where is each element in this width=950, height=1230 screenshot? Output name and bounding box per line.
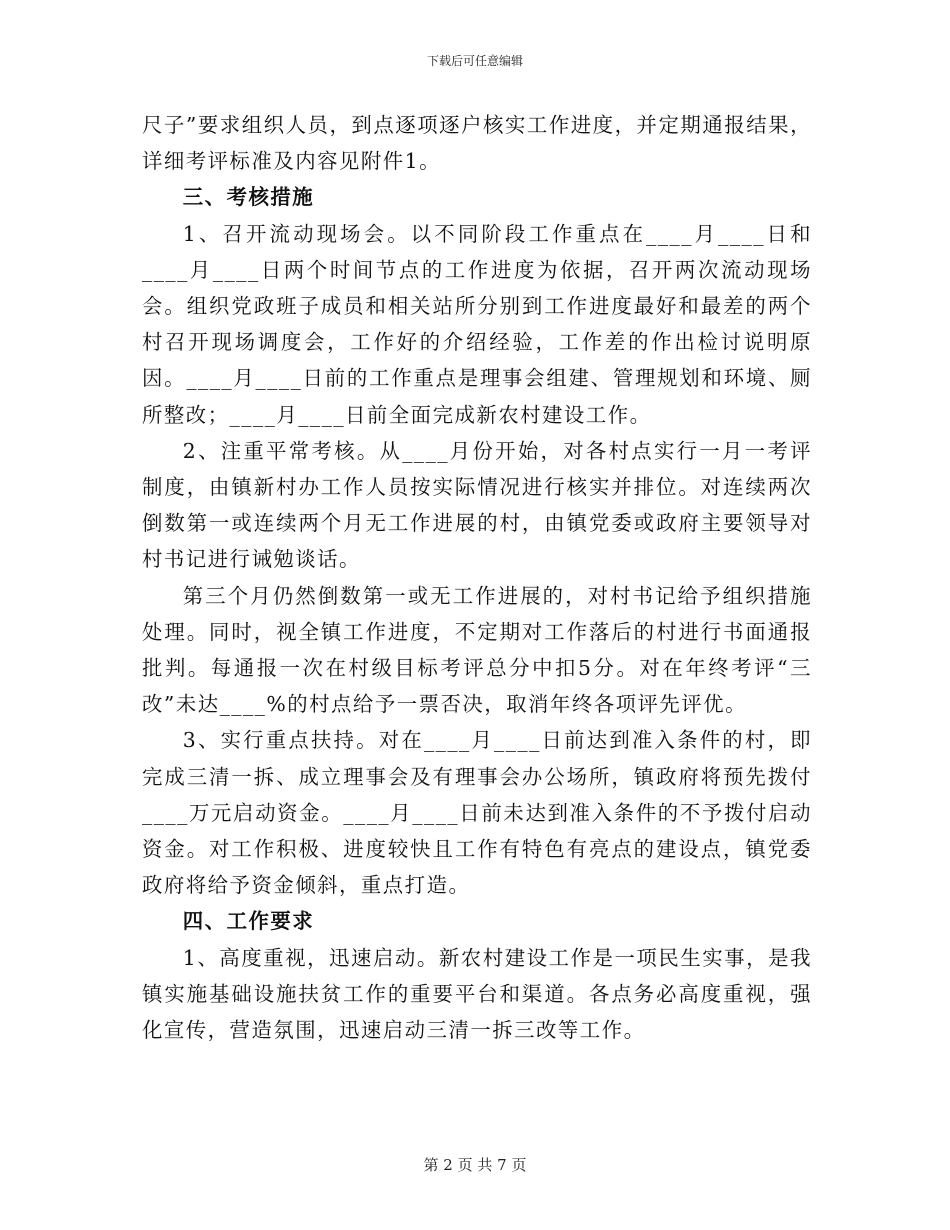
paragraph-mobile-site-meeting: 1、召开流动现场会。以不同阶段工作重点在____月____日和____月____日两个时间节点的工作进度为依据，召开两次流动现场会。组织党政班子成员和相关站所分别到工作进度最好和最差的两个村召开现场调度会，工作好的介绍经验，工作差的作出检讨说明原因。____月____日前的工作重点是理事会组建、管理规划和环境、厕所整改；____月____日前全面完成新农村建设工作。 <box>142 221 812 427</box>
page-number: 第 2 页 共 7 页 <box>423 1156 527 1174</box>
paragraph-continued: 尺子”要求组织人员，到点逐项逐户核实工作进度，并定期通报结果，详细考评标准及内容见附件1。 <box>142 113 812 174</box>
section-heading-assessment-measures: 三、考核措施 <box>182 185 315 210</box>
paragraph-regular-assessment: 2、注重平常考核。从____月份开始，对各村点实行一月一考评制度，由镇新村办工作人员按实际情况进行核实并排位。对连续两次倒数第一或连续两个月无工作进展的村，由镇党委或政府主要领导对村书记进行诫勉谈话。 <box>142 438 812 572</box>
paragraph-third-month: 第三个月仍然倒数第一或无工作进展的，对村书记给予组织措施处理。同时，视全镇工作进度，不定期对工作落后的村进行书面通报批判。每通报一次在村级目标考评总分中扣5分。对在年终考评“三改”未达____%的村点给予一票否决，取消年终各项评先评优。 <box>142 583 812 717</box>
paragraph-high-priority: 1、高度重视，迅速启动。新农村建设工作是一项民生实事，是我镇实施基础设施扶贫工作的重要平台和渠道。各点务必高度重视，强化宣传，营造氛围，迅速启动三清一拆三改等工作。 <box>142 945 812 1043</box>
document-body <box>142 107 812 1048</box>
page-header: 下载后可任意编辑 <box>426 54 523 68</box>
paragraph-key-support: 3、实行重点扶持。对在____月____日前达到准入条件的村，即完成三清一拆、成立理事会及有理事会办公场所，镇政府将预先拨付____万元启动资金。____月____日前未达到准入条件的不予拨付启动资金。对工作积极、进度较快且工作有特色有亮点的建设点，镇党委政府将给予资金倾斜，重点打造。 <box>142 728 812 898</box>
section-heading-work-requirements: 四、工作要求 <box>182 909 315 934</box>
